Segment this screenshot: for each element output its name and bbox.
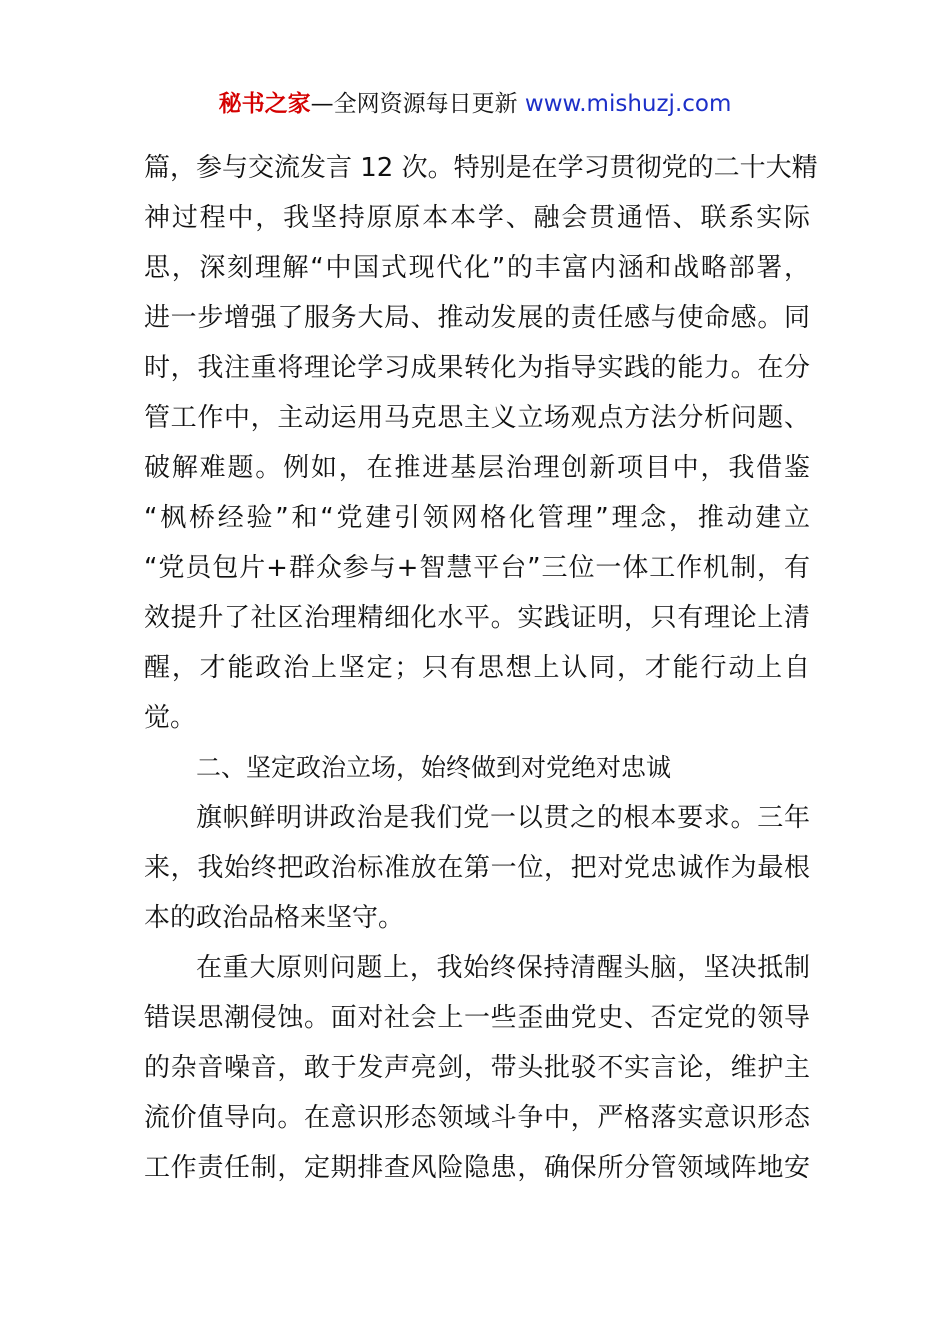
text-line: 篇，参与交流发言 12 次。特别是在学习贯彻党的二十大精 [144, 153, 818, 183]
site-url-link[interactable]: www.mishuzj.com [524, 91, 732, 117]
text-line: 神过程中，我坚持原原本本学、融会贯通悟、联系实际 [144, 203, 810, 233]
text-line: 错误思潮侵蚀。面对社会上一些歪曲党史、否定党的领导 [144, 1003, 810, 1033]
text-line: 思，深刻理解“中国式现代化”的丰富内涵和战略部署， [144, 253, 810, 283]
text-line: 在重大原则问题上，我始终保持清醒头脑，坚决抵制 [196, 953, 810, 983]
text-line: 工作责任制，定期排查风险隐患，确保所分管领域阵地安 [144, 1153, 810, 1183]
paragraph-3 [144, 946, 810, 1196]
text-line: 进一步增强了服务大局、推动发展的责任感与使命感。同 [144, 303, 810, 333]
paragraph-2 [144, 796, 810, 946]
text-line: 醒，才能政治上坚定；只有思想上认同，才能行动上自 [144, 653, 810, 683]
text-line: “党员包片+群众参与+智慧平台”三位一体工作机制，有 [144, 553, 810, 583]
text-line: “枫桥经验”和“党建引领网格化管理”理念，推动建立 [144, 503, 810, 533]
text-line: 破解难题。例如，在推进基层治理创新项目中，我借鉴 [144, 453, 810, 483]
text-line: 时，我注重将理论学习成果转化为指导实践的能力。在分 [144, 353, 810, 383]
text-line: 旗帜鲜明讲政治是我们党一以贯之的根本要求。三年 [196, 803, 810, 833]
text-line: 管工作中，主动运用马克思主义立场观点方法分析问题、 [144, 403, 810, 433]
text-line: 觉。 [144, 703, 197, 733]
brand-name: 秘书之家 [218, 91, 311, 117]
text-line: 来，我始终把政治标准放在第一位，把对党忠诚作为最根 [144, 853, 810, 883]
section-heading: 二、坚定政治立场，始终做到对党绝对忠诚 [196, 753, 672, 782]
header-tagline: —全网资源每日更新 [310, 91, 518, 117]
text-line: 的杂音噪音，敢于发声亮剑，带头批驳不实言论，维护主 [144, 1053, 810, 1083]
text-line: 本的政治品格来坚守。 [144, 903, 405, 933]
page-header [0, 86, 950, 122]
text-line: 效提升了社区治理精细化水平。实践证明，只有理论上清 [144, 603, 810, 633]
document-body [144, 146, 818, 1196]
paragraph-1 [144, 146, 818, 746]
text-line: 流价值导向。在意识形态领域斗争中，严格落实意识形态 [144, 1103, 810, 1133]
